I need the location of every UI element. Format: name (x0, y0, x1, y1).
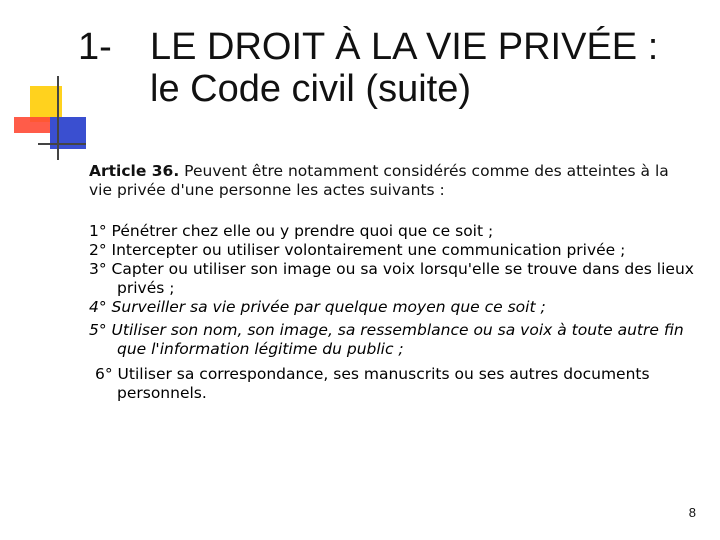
slide-title (78, 26, 718, 110)
decor-horizontal-line (38, 143, 86, 145)
article-intro-text: Peuvent être notamment considérés comme des atteintes à la vie privée d'une personne les actes suivants : (89, 162, 669, 199)
decor-red-bar (14, 117, 54, 133)
page-number: 8 (688, 505, 696, 520)
title-line-1: LE DROIT À LA VIE PRIVÉE : (150, 26, 659, 68)
list-item: 2° Intercepter ou utiliser volontairement une communication privée ; (89, 241, 626, 259)
article-intro (89, 162, 689, 200)
article-label: Article 36. (89, 162, 180, 180)
list-item: 3° Capter ou utiliser son image ou sa voix lorsqu'elle se trouve dans des lieux privés ; (89, 260, 694, 297)
list-item: 1° Pénétrer chez elle ou y prendre quoi que ce soit ; (89, 222, 494, 240)
list-item: 4° Surveiller sa vie privée par quelque moyen que ce soit ; (89, 298, 546, 316)
list-item: 5° Utiliser son nom, son image, sa ressemblance ou sa voix à toute autre fin que l'information légitime du public ; (89, 321, 684, 358)
list-item: 6° Utiliser sa correspondance, ses manuscrits ou ses autres documents personnels. (95, 365, 650, 402)
title-line-2: le Code civil (suite) (150, 68, 471, 110)
decor-vertical-line (57, 76, 59, 160)
title-number: 1- (78, 26, 112, 68)
acts-list (89, 222, 709, 403)
